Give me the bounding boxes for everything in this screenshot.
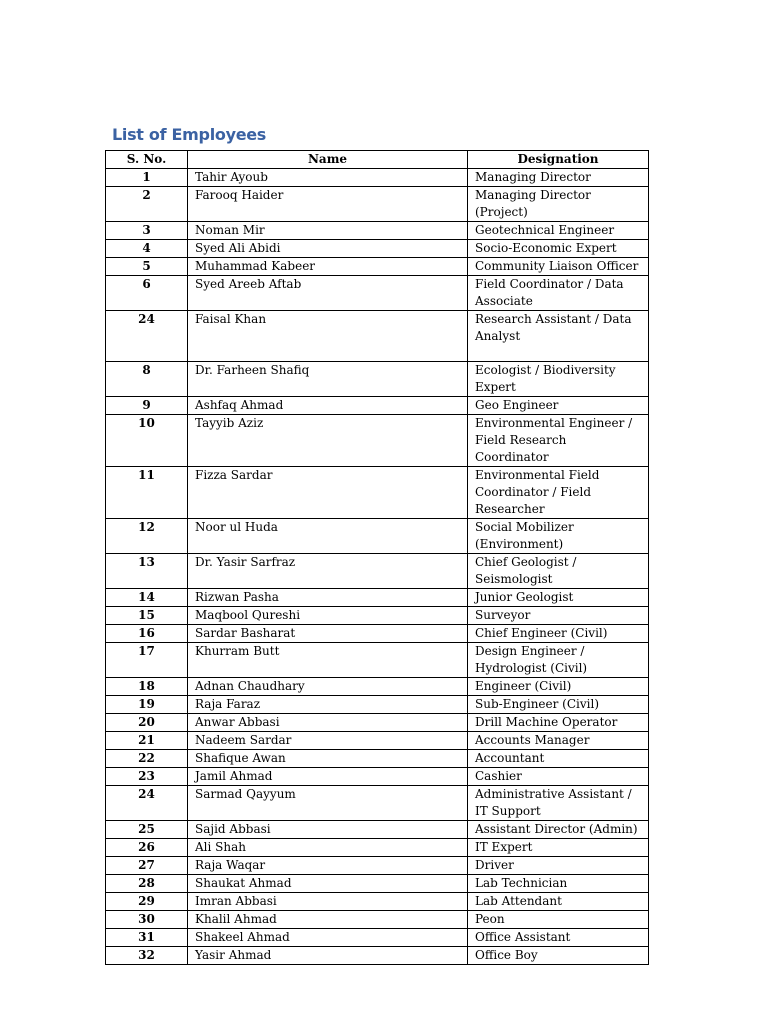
cell-name: Tayyib Aziz — [188, 415, 468, 467]
table-row — [106, 678, 649, 696]
cell-sno: 2 — [106, 187, 188, 222]
header-sno: S. No. — [106, 151, 188, 169]
cell-name: Dr. Yasir Sarfraz — [188, 554, 468, 589]
table-row — [106, 554, 649, 589]
cell-sno: 10 — [106, 415, 188, 467]
page-title: List of Employees — [112, 125, 267, 144]
table-row — [106, 786, 649, 821]
table-row — [106, 519, 649, 554]
table-row — [106, 839, 649, 857]
cell-designation: Peon — [468, 911, 649, 929]
cell-designation: Driver — [468, 857, 649, 875]
cell-sno: 16 — [106, 625, 188, 643]
cell-sno: 4 — [106, 240, 188, 258]
table-row — [106, 311, 649, 362]
cell-sno: 26 — [106, 839, 188, 857]
table-row — [106, 947, 649, 965]
table-row — [106, 607, 649, 625]
cell-designation: Managing Director — [468, 169, 649, 187]
table-row — [106, 625, 649, 643]
cell-sno: 18 — [106, 678, 188, 696]
table-row — [106, 714, 649, 732]
cell-name: Sardar Basharat — [188, 625, 468, 643]
cell-sno: 1 — [106, 169, 188, 187]
cell-designation: Geotechnical Engineer — [468, 222, 649, 240]
table-row — [106, 875, 649, 893]
cell-name: Shafique Awan — [188, 750, 468, 768]
cell-name: Shaukat Ahmad — [188, 875, 468, 893]
cell-sno: 28 — [106, 875, 188, 893]
cell-name: Nadeem Sardar — [188, 732, 468, 750]
cell-designation: Community Liaison Officer — [468, 258, 649, 276]
cell-designation: Office Assistant — [468, 929, 649, 947]
cell-designation: Assistant Director (Admin) — [468, 821, 649, 839]
cell-sno: 30 — [106, 911, 188, 929]
cell-designation: Chief Engineer (Civil) — [468, 625, 649, 643]
cell-sno: 13 — [106, 554, 188, 589]
cell-designation: Geo Engineer — [468, 397, 649, 415]
cell-name: Yasir Ahmad — [188, 947, 468, 965]
cell-sno: 17 — [106, 643, 188, 678]
table-row — [106, 397, 649, 415]
cell-sno: 19 — [106, 696, 188, 714]
cell-sno: 25 — [106, 821, 188, 839]
cell-name: Fizza Sardar — [188, 467, 468, 519]
cell-sno: 24 — [106, 311, 188, 362]
cell-name: Maqbool Qureshi — [188, 607, 468, 625]
cell-name: Faisal Khan — [188, 311, 468, 362]
cell-name: Imran Abbasi — [188, 893, 468, 911]
cell-designation: Office Boy — [468, 947, 649, 965]
cell-name: Ali Shah — [188, 839, 468, 857]
table-row — [106, 258, 649, 276]
cell-name: Muhammad Kabeer — [188, 258, 468, 276]
cell-designation: Lab Technician — [468, 875, 649, 893]
table-row — [106, 750, 649, 768]
cell-sno: 32 — [106, 947, 188, 965]
cell-designation: Drill Machine Operator — [468, 714, 649, 732]
table-row — [106, 169, 649, 187]
cell-designation: Field Coordinator / Data Associate — [468, 276, 649, 311]
cell-name: Noor ul Huda — [188, 519, 468, 554]
cell-designation: Environmental Engineer / Field Research Coordinator — [468, 415, 649, 467]
table-row — [106, 467, 649, 519]
table-row — [106, 893, 649, 911]
table-row — [106, 222, 649, 240]
table-row — [106, 187, 649, 222]
table-row — [106, 643, 649, 678]
cell-name: Raja Waqar — [188, 857, 468, 875]
cell-designation: Socio-Economic Expert — [468, 240, 649, 258]
cell-name: Khurram Butt — [188, 643, 468, 678]
cell-sno: 27 — [106, 857, 188, 875]
table-row — [106, 696, 649, 714]
cell-designation: Chief Geologist / Seismologist — [468, 554, 649, 589]
cell-name: Raja Faraz — [188, 696, 468, 714]
table-header-row — [106, 151, 649, 169]
table-row — [106, 589, 649, 607]
cell-name: Dr. Farheen Shafiq — [188, 362, 468, 397]
cell-designation: Accounts Manager — [468, 732, 649, 750]
cell-name: Adnan Chaudhary — [188, 678, 468, 696]
cell-designation: Administrative Assistant / IT Support — [468, 786, 649, 821]
cell-sno: 14 — [106, 589, 188, 607]
table-row — [106, 732, 649, 750]
cell-name: Ashfaq Ahmad — [188, 397, 468, 415]
employee-table — [105, 150, 649, 965]
cell-sno: 24 — [106, 786, 188, 821]
table-row — [106, 929, 649, 947]
cell-name: Syed Areeb Aftab — [188, 276, 468, 311]
cell-designation: IT Expert — [468, 839, 649, 857]
cell-name: Rizwan Pasha — [188, 589, 468, 607]
cell-sno: 12 — [106, 519, 188, 554]
cell-sno: 29 — [106, 893, 188, 911]
cell-sno: 9 — [106, 397, 188, 415]
cell-sno: 3 — [106, 222, 188, 240]
cell-designation: Cashier — [468, 768, 649, 786]
cell-name: Syed Ali Abidi — [188, 240, 468, 258]
cell-designation: Surveyor — [468, 607, 649, 625]
cell-sno: 20 — [106, 714, 188, 732]
table-row — [106, 768, 649, 786]
cell-name: Khalil Ahmad — [188, 911, 468, 929]
table-row — [106, 821, 649, 839]
cell-designation: Sub-Engineer (Civil) — [468, 696, 649, 714]
cell-name: Anwar Abbasi — [188, 714, 468, 732]
cell-designation: Design Engineer / Hydrologist (Civil) — [468, 643, 649, 678]
cell-sno: 23 — [106, 768, 188, 786]
cell-designation: Junior Geologist — [468, 589, 649, 607]
cell-sno: 5 — [106, 258, 188, 276]
table-row — [106, 857, 649, 875]
header-name: Name — [188, 151, 468, 169]
cell-designation: Research Assistant / Data Analyst — [468, 311, 649, 362]
cell-sno: 6 — [106, 276, 188, 311]
cell-name: Jamil Ahmad — [188, 768, 468, 786]
cell-sno: 31 — [106, 929, 188, 947]
cell-designation: Ecologist / Biodiversity Expert — [468, 362, 649, 397]
cell-sno: 15 — [106, 607, 188, 625]
table-row — [106, 911, 649, 929]
table-row — [106, 240, 649, 258]
cell-designation: Social Mobilizer (Environment) — [468, 519, 649, 554]
cell-designation: Environmental Field Coordinator / Field Researcher — [468, 467, 649, 519]
cell-designation: Engineer (Civil) — [468, 678, 649, 696]
cell-name: Sajid Abbasi — [188, 821, 468, 839]
table-row — [106, 362, 649, 397]
table-body — [106, 169, 649, 965]
cell-name: Shakeel Ahmad — [188, 929, 468, 947]
table-row — [106, 276, 649, 311]
cell-name: Noman Mir — [188, 222, 468, 240]
cell-sno: 8 — [106, 362, 188, 397]
cell-name: Tahir Ayoub — [188, 169, 468, 187]
cell-sno: 22 — [106, 750, 188, 768]
cell-designation: Accountant — [468, 750, 649, 768]
cell-sno: 21 — [106, 732, 188, 750]
cell-name: Farooq Haider — [188, 187, 468, 222]
cell-designation: Managing Director (Project) — [468, 187, 649, 222]
header-designation: Designation — [468, 151, 649, 169]
cell-designation: Lab Attendant — [468, 893, 649, 911]
cell-name: Sarmad Qayyum — [188, 786, 468, 821]
table-row — [106, 415, 649, 467]
cell-sno: 11 — [106, 467, 188, 519]
